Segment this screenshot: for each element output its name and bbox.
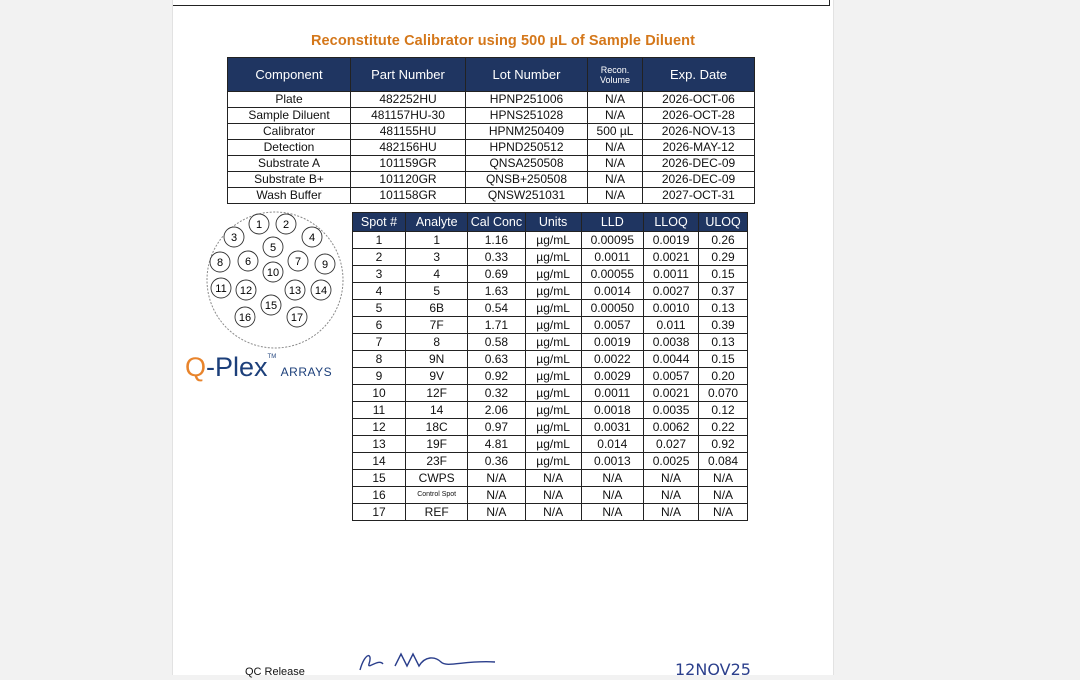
cell-lld: 0.0018 <box>581 402 643 419</box>
cell-analyte: 23F <box>406 453 468 470</box>
cell-component: Wash Buffer <box>228 188 351 204</box>
cell-cal-conc: N/A <box>468 504 525 521</box>
cell-spot: 5 <box>353 300 406 317</box>
spot-label: 4 <box>308 232 316 244</box>
cell-cal-conc: 0.33 <box>468 249 525 266</box>
cell-recon-volume: N/A <box>588 156 643 172</box>
spot-table-header <box>353 213 748 232</box>
cell-units: N/A <box>525 504 581 521</box>
cell-component: Substrate B+ <box>228 172 351 188</box>
cell-spot: 6 <box>353 317 406 334</box>
cell-analyte: 8 <box>406 334 468 351</box>
signature-footer <box>245 660 805 680</box>
top-table-edge <box>173 0 830 6</box>
signature-scribble <box>355 650 505 674</box>
cell-lld: 0.00095 <box>581 232 643 249</box>
cell-units: µg/mL <box>525 453 581 470</box>
spot-row <box>353 232 748 249</box>
cell-uloq: N/A <box>699 504 748 521</box>
cell-lloq: 0.0027 <box>644 283 699 300</box>
cell-recon-volume: N/A <box>588 108 643 124</box>
spot-label: 8 <box>216 257 224 269</box>
cell-analyte: 19F <box>406 436 468 453</box>
cell-spot: 2 <box>353 249 406 266</box>
cell-lld: 0.014 <box>581 436 643 453</box>
cell-lot-number: HPND250512 <box>466 140 588 156</box>
spot-label: 15 <box>264 300 278 312</box>
cell-lloq: 0.0021 <box>644 249 699 266</box>
cell-uloq: 0.29 <box>699 249 748 266</box>
header-units: Units <box>525 213 581 232</box>
cell-lld: 0.0029 <box>581 368 643 385</box>
cell-lloq: 0.0035 <box>644 402 699 419</box>
cell-spot: 7 <box>353 334 406 351</box>
cell-recon-volume: N/A <box>588 188 643 204</box>
spot-row <box>353 334 748 351</box>
cell-units: N/A <box>525 470 581 487</box>
spot-row <box>353 402 748 419</box>
cell-spot: 1 <box>353 232 406 249</box>
header-lot-number: Lot Number <box>466 58 588 92</box>
cell-uloq: 0.13 <box>699 300 748 317</box>
component-row <box>228 156 755 172</box>
cell-lld: 0.0011 <box>581 385 643 402</box>
cell-spot: 15 <box>353 470 406 487</box>
cell-spot: 10 <box>353 385 406 402</box>
cell-cal-conc: 0.36 <box>468 453 525 470</box>
spot-label: 1 <box>255 219 263 231</box>
cell-uloq: 0.22 <box>699 419 748 436</box>
cell-part-number: 101159GR <box>351 156 466 172</box>
spot-label: 13 <box>288 285 302 297</box>
cell-uloq: 0.92 <box>699 436 748 453</box>
logo-tm: TM <box>267 354 277 360</box>
cell-units: µg/mL <box>525 368 581 385</box>
header-component: Component <box>228 58 351 92</box>
spot-row <box>353 249 748 266</box>
cell-analyte: 1 <box>406 232 468 249</box>
cell-exp-date: 2026-OCT-28 <box>643 108 755 124</box>
spot-row <box>353 368 748 385</box>
cell-lld: 0.0031 <box>581 419 643 436</box>
cell-units: µg/mL <box>525 283 581 300</box>
header-cal-conc: Cal Conc <box>468 213 525 232</box>
component-row <box>228 108 755 124</box>
cell-analyte: 6B <box>406 300 468 317</box>
cell-units: µg/mL <box>525 334 581 351</box>
cell-component: Detection <box>228 140 351 156</box>
component-row <box>228 124 755 140</box>
cell-cal-conc: N/A <box>468 470 525 487</box>
cell-spot: 14 <box>353 453 406 470</box>
cell-analyte: Control Spot <box>406 487 468 504</box>
spot-row <box>353 385 748 402</box>
spot-table <box>352 212 748 521</box>
cell-lld: 0.00055 <box>581 266 643 283</box>
cell-cal-conc: 0.92 <box>468 368 525 385</box>
header-analyte: Analyte <box>406 213 468 232</box>
spot-label: 6 <box>244 256 252 268</box>
cell-spot: 8 <box>353 351 406 368</box>
cell-analyte: 3 <box>406 249 468 266</box>
spot-label: 12 <box>239 285 253 297</box>
logo-q: Q <box>185 352 207 382</box>
cell-analyte: CWPS <box>406 470 468 487</box>
cell-lot-number: HPNP251006 <box>466 92 588 108</box>
header-lld: LLD <box>581 213 643 232</box>
cell-units: µg/mL <box>525 317 581 334</box>
cell-analyte: 4 <box>406 266 468 283</box>
cell-spot: 13 <box>353 436 406 453</box>
cell-cal-conc: 0.54 <box>468 300 525 317</box>
cell-component: Sample Diluent <box>228 108 351 124</box>
spot-row <box>353 300 748 317</box>
cell-cal-conc: 1.71 <box>468 317 525 334</box>
spot-row <box>353 504 748 521</box>
cell-part-number: 481157HU-30 <box>351 108 466 124</box>
spot-row <box>353 283 748 300</box>
spot-label: 2 <box>282 219 290 231</box>
cell-lot-number: HPNS251028 <box>466 108 588 124</box>
cell-cal-conc: 1.16 <box>468 232 525 249</box>
component-table-header <box>228 58 755 92</box>
cell-component: Substrate A <box>228 156 351 172</box>
header-volume: Volume <box>599 74 631 85</box>
cell-units: µg/mL <box>525 436 581 453</box>
cell-analyte: 12F <box>406 385 468 402</box>
cell-lloq: 0.0062 <box>644 419 699 436</box>
spot-row <box>353 436 748 453</box>
cell-uloq: 0.39 <box>699 317 748 334</box>
cell-uloq: 0.20 <box>699 368 748 385</box>
spot-label: 11 <box>215 283 227 295</box>
cell-cal-conc: 0.58 <box>468 334 525 351</box>
spot-label: 3 <box>230 232 238 244</box>
cell-units: N/A <box>525 487 581 504</box>
spot-row <box>353 266 748 283</box>
cell-lld: 0.0013 <box>581 453 643 470</box>
header-spot: Spot # <box>353 213 406 232</box>
cell-lloq: N/A <box>644 470 699 487</box>
cell-uloq: N/A <box>699 470 748 487</box>
cell-exp-date: 2026-DEC-09 <box>643 156 755 172</box>
cell-units: µg/mL <box>525 419 581 436</box>
cell-lloq: 0.0025 <box>644 453 699 470</box>
cell-units: µg/mL <box>525 266 581 283</box>
cell-cal-conc: 0.97 <box>468 419 525 436</box>
cell-analyte: 7F <box>406 317 468 334</box>
cell-lot-number: QNSW251031 <box>466 188 588 204</box>
cell-lloq: N/A <box>644 504 699 521</box>
cell-component: Plate <box>228 92 351 108</box>
logo-plex: -Plex <box>206 352 268 382</box>
header-part-number: Part Number <box>351 58 466 92</box>
cell-lld: 0.0014 <box>581 283 643 300</box>
cell-uloq: N/A <box>699 487 748 504</box>
cell-analyte: 18C <box>406 419 468 436</box>
cell-lld: 0.00050 <box>581 300 643 317</box>
cell-uloq: 0.13 <box>699 334 748 351</box>
component-row <box>228 188 755 204</box>
cell-analyte: 14 <box>406 402 468 419</box>
cell-uloq: 0.15 <box>699 351 748 368</box>
cell-units: µg/mL <box>525 300 581 317</box>
header-uloq: ULOQ <box>699 213 748 232</box>
cell-units: µg/mL <box>525 385 581 402</box>
spot-row <box>353 351 748 368</box>
spot-label: 9 <box>321 259 329 271</box>
cell-cal-conc: 4.81 <box>468 436 525 453</box>
spot-row <box>353 317 748 334</box>
spot-layout-diagram <box>198 210 353 350</box>
cell-part-number: 101120GR <box>351 172 466 188</box>
spot-label: 7 <box>294 256 302 268</box>
logo-arrays: ARRAYS <box>280 365 333 379</box>
q-plex-arrays-logo <box>185 352 345 384</box>
cell-part-number: 482252HU <box>351 92 466 108</box>
cell-lloq: 0.0057 <box>644 368 699 385</box>
header-recon-volume <box>588 58 643 92</box>
spot-label: 5 <box>269 242 277 254</box>
cell-spot: 17 <box>353 504 406 521</box>
cell-lld: N/A <box>581 487 643 504</box>
cell-cal-conc: N/A <box>468 487 525 504</box>
cell-exp-date: 2026-NOV-13 <box>643 124 755 140</box>
cell-analyte: 5 <box>406 283 468 300</box>
cell-spot: 4 <box>353 283 406 300</box>
component-table <box>227 57 755 204</box>
cell-lld: 0.0057 <box>581 317 643 334</box>
cell-lld: 0.0019 <box>581 334 643 351</box>
cell-spot: 12 <box>353 419 406 436</box>
cell-spot: 11 <box>353 402 406 419</box>
cell-lloq: 0.027 <box>644 436 699 453</box>
cell-cal-conc: 1.63 <box>468 283 525 300</box>
cell-uloq: 0.084 <box>699 453 748 470</box>
cell-exp-date: 2026-MAY-12 <box>643 140 755 156</box>
spot-row <box>353 487 748 504</box>
cell-part-number: 481155HU <box>351 124 466 140</box>
cell-recon-volume: N/A <box>588 140 643 156</box>
component-row <box>228 172 755 188</box>
cell-recon-volume: 500 µL <box>588 124 643 140</box>
header-recon: Recon. <box>600 64 630 75</box>
cell-units: µg/mL <box>525 402 581 419</box>
cell-recon-volume: N/A <box>588 172 643 188</box>
header-lloq: LLOQ <box>644 213 699 232</box>
header-exp-date: Exp. Date <box>643 58 755 92</box>
cell-lld: 0.0022 <box>581 351 643 368</box>
page-title: Reconstitute Calibrator using 500 µL of Sample Diluent <box>310 33 696 49</box>
cell-cal-conc: 0.32 <box>468 385 525 402</box>
cell-cal-conc: 2.06 <box>468 402 525 419</box>
cell-lloq: 0.0044 <box>644 351 699 368</box>
cell-recon-volume: N/A <box>588 92 643 108</box>
cell-spot: 3 <box>353 266 406 283</box>
cell-units: µg/mL <box>525 232 581 249</box>
cell-cal-conc: 0.69 <box>468 266 525 283</box>
cell-uloq: 0.070 <box>699 385 748 402</box>
cell-cal-conc: 0.63 <box>468 351 525 368</box>
cell-lld: N/A <box>581 504 643 521</box>
cell-lloq: 0.0011 <box>644 266 699 283</box>
cell-lloq: 0.0021 <box>644 385 699 402</box>
cell-analyte: 9V <box>406 368 468 385</box>
cell-component: Calibrator <box>228 124 351 140</box>
spot-label: 10 <box>266 267 280 279</box>
cell-part-number: 101158GR <box>351 188 466 204</box>
cell-lot-number: QNSA250508 <box>466 156 588 172</box>
cell-units: µg/mL <box>525 249 581 266</box>
cell-exp-date: 2026-DEC-09 <box>643 172 755 188</box>
cell-analyte: 9N <box>406 351 468 368</box>
cell-units: µg/mL <box>525 351 581 368</box>
cell-spot: 9 <box>353 368 406 385</box>
cell-uloq: 0.37 <box>699 283 748 300</box>
cell-lot-number: HPNM250409 <box>466 124 588 140</box>
cell-lld: N/A <box>581 470 643 487</box>
cell-spot: 16 <box>353 487 406 504</box>
spot-label: 17 <box>290 312 304 324</box>
cell-lloq: 0.011 <box>644 317 699 334</box>
spot-label: 14 <box>314 285 328 297</box>
cell-exp-date: 2027-OCT-31 <box>643 188 755 204</box>
component-row <box>228 140 755 156</box>
cell-uloq: 0.12 <box>699 402 748 419</box>
cell-analyte: REF <box>406 504 468 521</box>
cell-uloq: 0.15 <box>699 266 748 283</box>
spot-row <box>353 419 748 436</box>
cell-lot-number: QNSB+250508 <box>466 172 588 188</box>
cell-part-number: 482156HU <box>351 140 466 156</box>
cell-uloq: 0.26 <box>699 232 748 249</box>
release-date: 12NOV25 <box>675 660 751 679</box>
spot-row <box>353 453 748 470</box>
spot-row <box>353 470 748 487</box>
qc-release-label: QC Release <box>245 666 305 678</box>
cell-lloq: N/A <box>644 487 699 504</box>
spot-label: 16 <box>238 312 252 324</box>
cell-exp-date: 2026-OCT-06 <box>643 92 755 108</box>
document-page <box>172 0 834 679</box>
cell-lloq: 0.0010 <box>644 300 699 317</box>
cell-lloq: 0.0038 <box>644 334 699 351</box>
cell-lloq: 0.0019 <box>644 232 699 249</box>
cell-lld: 0.0011 <box>581 249 643 266</box>
component-row <box>228 92 755 108</box>
